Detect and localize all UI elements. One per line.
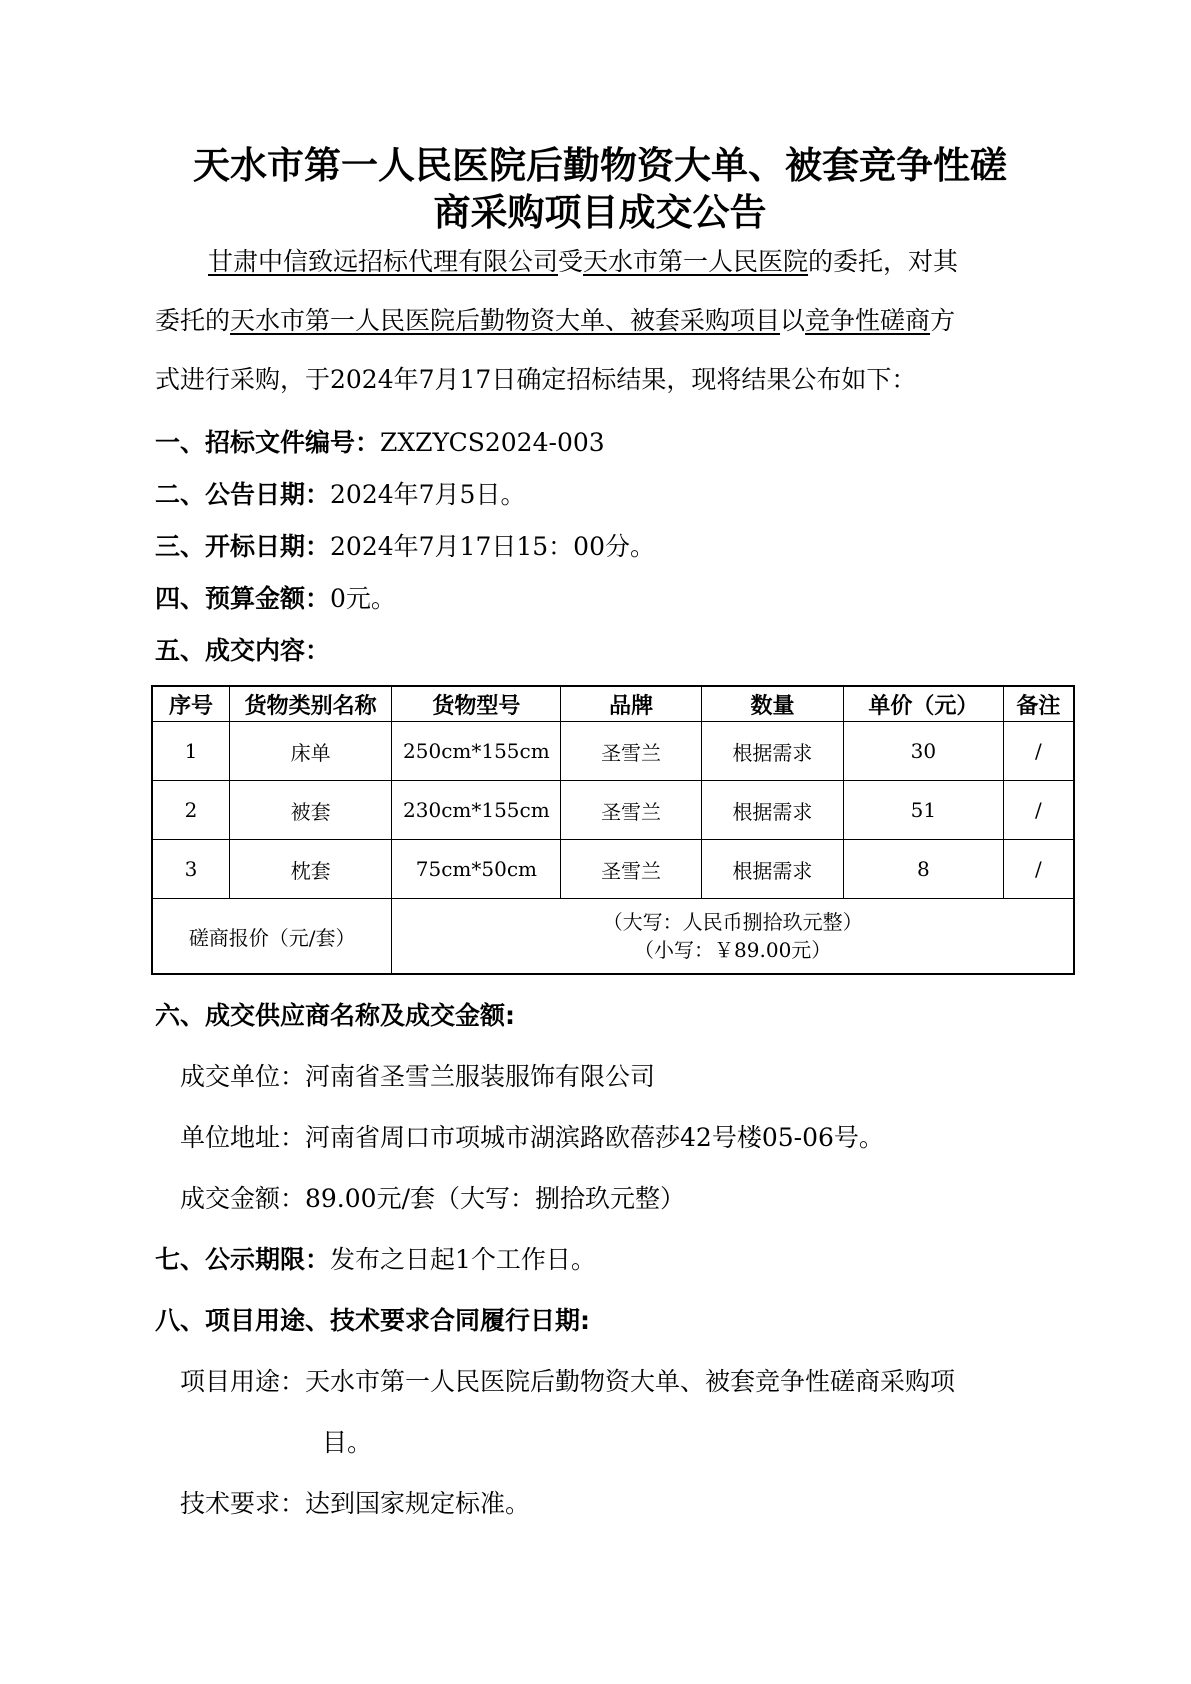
table-header-row: [152, 686, 1074, 722]
column-header: 单价（元）: [844, 686, 1004, 722]
supplier-name: 成交单位：河南省圣雪兰服装服饰有限公司: [180, 1062, 656, 1091]
section-tender-number: 一、招标文件编号：ZXZYCS2024-003: [155, 428, 605, 457]
project-name: 天水市第一人民医院后勤物资大单、被套采购项目: [230, 306, 781, 335]
budget-amount: 0元。: [330, 584, 396, 613]
section-budget: 四、预算金额：0元。: [155, 584, 396, 613]
section-project-info: 八、项目用途、技术要求合同履行日期:: [155, 1306, 590, 1335]
section-deal-content: 五、成交内容：: [155, 636, 331, 665]
publicity-period: 发布之日起1个工作日。: [330, 1245, 596, 1274]
procurement-method: 竞争性磋商: [805, 306, 931, 335]
total-upper: （大写：人民币捌拾玖元整）: [602, 910, 863, 934]
table-row: 3 枕套 75cm*50cm 圣雪兰 根据需求 8 /: [152, 840, 1074, 899]
deal-amount: 成交金额：89.00元/套（大写：捌拾玖元整）: [180, 1184, 685, 1213]
column-header: 货物型号: [392, 686, 561, 722]
section-supplier: 六、成交供应商名称及成交金额:: [155, 1001, 515, 1030]
section-opening-date: 三、开标日期：2024年7月17日15：00分。: [155, 532, 655, 561]
technical-requirements: 技术要求：达到国家规定标准。: [180, 1489, 531, 1518]
intro-line1: 甘肃中信致远招标代理有限公司受天水市第一人民医院的委托，对其: [208, 247, 959, 276]
column-header: 货物类别名称: [229, 686, 391, 722]
client-name: 天水市第一人民医院: [583, 247, 809, 276]
column-header: 备注: [1003, 686, 1074, 722]
tender-number: ZXZYCS2024-003: [380, 428, 605, 457]
total-label: 磋商报价（元/套）: [152, 899, 392, 975]
opening-date: 2024年7月17日15：00分。: [330, 532, 655, 561]
column-header: 序号: [152, 686, 229, 722]
page-title-line1: 天水市第一人民医院后勤物资大单、被套竞争性磋: [193, 144, 1007, 187]
intro-line2: 委托的天水市第一人民医院后勤物资大单、被套采购项目以竞争性磋商方: [155, 306, 956, 335]
project-usage-cont: 目。: [322, 1428, 373, 1457]
notice-date: 2024年7月5日。: [330, 480, 526, 509]
agency-name: 甘肃中信致远招标代理有限公司: [208, 247, 559, 276]
table-total-row: [152, 899, 1074, 975]
page-title-line2: 商采购项目成交公告: [433, 191, 767, 234]
section-publicity-period: 七、公示期限：发布之日起1个工作日。: [155, 1245, 596, 1274]
project-usage: 项目用途：天水市第一人民医院后勤物资大单、被套竞争性磋商采购项: [180, 1367, 956, 1396]
table-row: 2 被套 230cm*155cm 圣雪兰 根据需求 51 /: [152, 781, 1074, 840]
deal-items-table: [151, 685, 1075, 975]
intro-line3: 式进行采购，于2024年7月17日确定招标结果，现将结果公布如下：: [155, 365, 917, 394]
section-notice-date: 二、公告日期：2024年7月5日。: [155, 480, 526, 509]
supplier-address: 单位地址：河南省周口市项城市湖滨路欧蓓莎42号楼05-06号。: [180, 1123, 884, 1152]
column-header: 品牌: [561, 686, 701, 722]
column-header: 数量: [701, 686, 843, 722]
table-row: 1 床单 250cm*155cm 圣雪兰 根据需求 30 /: [152, 722, 1074, 781]
total-lower: （小写：￥89.00元）: [634, 938, 832, 962]
total-value: [392, 899, 1074, 975]
